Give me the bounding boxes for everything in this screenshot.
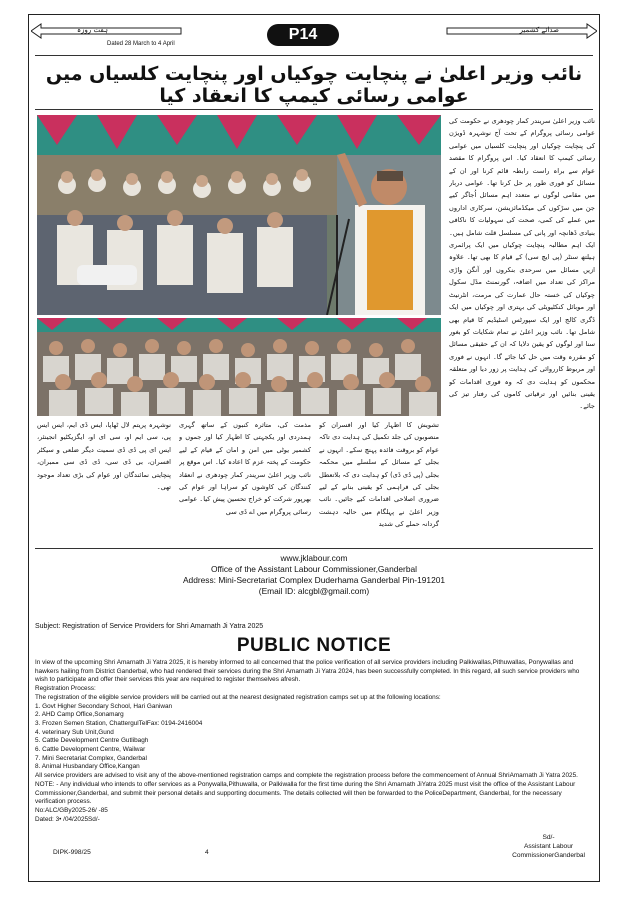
notice-note: NOTE: - Any individual who intends to offer services as a Ponywalla,Pithuwalla, or Palkiwalla for the first time during the Shri Amarnath JiYatra 2025 must visit the office of the Assistant Labour Commissioner,Ganderbal, and submit their personal details and supporting documents. The details collected will then be forwarded to the PoliceDepartment, Ganderbal, for the necessary verification process.	[35, 780, 576, 806]
article-headline: نائب وزیر اعلیٰ نے پنچایت چوکیاں اور پنچایت کلسیاں میں عوامی رسائی کیمپ کا انعقاد کیا	[45, 63, 583, 107]
article-column-3: مذمت کی، متاثرہ کنبوں کے ساتھ گہری ہمدردی اور یکجہتی کا اظہار کیا اور جموں و کشمیر یوٹی میں امن و امان کے قیام کے لیے حکومت کے پختہ عزم کا اعادہ کیا۔ اس موقع پر نائب وزیر اعلیٰ سریندر کمار چودھری نے انعقاد کنندگان کی کاوشوں کو سراہا اور عوام کی بھرپور شرکت کو خراج تحسین پیش کیا۔ عوامی رسائی پروگرام میں اے ڈی سی	[179, 421, 311, 516]
location-item: 5. Cattle Development Centre Gutlibagh	[35, 737, 149, 745]
notice-ref-no: No:ALC/GBy2025-26/ -85	[35, 806, 108, 814]
notice-address: Address: Mini-Secretariat Complex Duderhama Ganderbal Pin-191201	[182, 575, 446, 585]
page-header	[29, 15, 599, 53]
notice-process-text: The registration of the eligible service providers will be carried out at the nearest designated registration camps set up at the following locations:	[35, 693, 441, 701]
notice-email[interactable]: (Email ID: alcgbl@gmail.com)	[258, 586, 370, 596]
header-dated: Dated 28 March to 4 April	[107, 41, 175, 47]
location-item: 8. Animal Husbandary Office,Kangan	[35, 763, 140, 771]
notice-dipk-number: 4	[205, 849, 209, 856]
article-column-4: نوشہرہ پریتم لال ٹھاپا، ایس ڈی ایم، ایس ایس پی، سی ایم او، سی ای او، ایگزیکٹیو انجینئر، ایس ای پی ڈی ڈی سمیت دیگر ضلعی و سیکٹر افسران، بی ڈی سی، ڈی ڈی سی ممبران، پنچایتی نمائندگان اور عوام کی بڑی تعداد موجود تھی۔	[37, 421, 171, 492]
masthead-left: ہفت روزہ	[77, 26, 108, 34]
right-banner-arrow-icon	[437, 23, 597, 39]
article-photo-speaker	[37, 115, 441, 315]
location-item: 7. Mini Secretariat Complex, Ganderbal	[35, 754, 147, 762]
left-banner-arrow-icon	[31, 23, 191, 39]
signature-sd: Sd/-	[542, 834, 555, 841]
header-divider	[35, 55, 593, 56]
signature-line-1: Assistant Labour	[523, 843, 574, 850]
location-item: 1. Govt Higher Secondary School, Hari Ganiwan	[35, 702, 173, 710]
location-item: 2. AHD Camp Office,Sonamarg	[35, 711, 124, 719]
masthead-right: صدائے کشمیر	[519, 26, 559, 34]
article-column-1: نائب وزیر اعلیٰ سریندر کمار چودھری نے حکومت کی عوامی رسائی پروگرام کے تحت آج نوشہرہ ڈویژن کی پنچایت چوکیاں اور پنچایت کلسیاں میں عوامی رسائی کیمپ کا انعقاد کیا۔ اس پروگرام کا مقصد عوام سے براہ راست رابطہ قائم کرنا اور ان کے مسائل کو فوری طور پر حل کرنا تھا۔ عوامی دربار میں مقامی لوگوں نے متعدد اہم مسائل اُجاگر کیے جن میں سڑکوں کی میکڈمائزیشن، سرکاری اداروں میں عملے کی کمی، صحت کی سہولیات کا ناکافی بنیادی ڈھانچہ اور پانی کی مسلسل قلت شامل ہیں۔ ایک اہم مطالبہ پنچایت چوکیاں میں ایک پرائمری ہیلتھ سنٹر (پی ایچ سی) کے قیام کا بھی تھا۔ علاوہ ازیں مسائل میں سرحدی بنکروں اور آنگن واڑی مراکز کی تعداد میں اضافہ، گورنمنٹ مڈل سکول چوکیاں کی خستہ حال عمارت کی مرمت، انٹرنیٹ اور موبائل کنکٹیویٹی کی بہتری اور چوکیاں میں ایک ڈگری کالج اور ایک سپورٹس اسٹیڈیم کا قیام بھی شامل تھا۔ نائب وزیر اعلیٰ نے تمام شکایات کو بغور سنا اور لوگوں کو یقین دلایا کہ ان کے حقیقی مسائل کو مقررہ وقت میں حل کیا جائے گا۔ انہوں نے فوری اور مربوط کارروائی کی ہدایت پر زور دیا اور متعلقہ محکموں کو ہدایت دی کہ وہ فوری اقدامات کو یقینی بنائیں اور ترقیاتی کاموں کی رفتار تیز کی جائے۔	[449, 117, 595, 411]
photo-audience-image	[37, 318, 441, 416]
photo-speaker-image	[37, 115, 441, 315]
page-number-badge: P14	[267, 24, 339, 46]
newspaper-page	[28, 14, 600, 882]
notice-advice: All service providers are advised to visit any of the above-mentioned registration camps and complete the registration process before the commencement of Annual ShriAmarnath Ji Yatra 2025.	[35, 772, 578, 780]
notice-dipk: DIPK-998/25	[53, 849, 91, 856]
public-notice	[29, 549, 599, 859]
headline-divider	[35, 109, 593, 110]
notice-signature	[512, 833, 585, 860]
article-column-2: تشویش کا اظہار کیا اور افسران کو منصوبوں کی جلد تکمیل کی ہدایت دی تاکہ عوام کو بروقت فائدہ پہنچ سکے۔ انہوں نے بجلی کے مسائل کے سلسلے میں محکمہ بجلی (پی ڈی ڈی) کو ہدایت دی کہ بلاتعطل بجلی کی فراہمی کو یقینی بنانے کے لیے ضروری اصلاحی اقدامات کیے جائیں۔ نائب وزیر اعلیٰ نے پہلگام میں حالیہ دہشت گردانہ حملے کی شدید	[319, 421, 439, 529]
notice-intro: In view of the upcoming Shri Amarnath Ji Yatra 2025, it is hereby informed to all concerned that the police verification of all service providers including Palkiwallas,Pithuwallas, Ponywallas and hawkers hailing from District Ganderbal, who had rendered their services during the Shri Amarnath Ji Yatra 2024, has been successfully completed. In this regard, all such service providers who wish to participate and offer their services this year are required to register themselves afresh.	[35, 659, 580, 684]
location-item: 3. Frozen Semen Station, ChattergulTelFax: 0194-2416004	[35, 719, 203, 727]
signature-line-2: CommissionerGanderbal	[512, 852, 585, 859]
article-photo-audience	[37, 318, 441, 416]
notice-office: Office of the Assistant Labour Commissioner,Ganderbal	[210, 564, 418, 574]
notice-process-heading: Registration Process:	[35, 685, 96, 693]
notice-website[interactable]: www.jklabour.com	[280, 553, 348, 563]
notice-subject: Subject: Registration of Service Providers for Shri Amarnath Ji Yatra 2025	[35, 623, 264, 630]
notice-dated: Dated: 3• /04/2025Sd/-	[35, 815, 100, 823]
location-item: 4. veterinary Sub Unit,Gund	[35, 728, 114, 736]
notice-title: PUBLIC NOTICE	[236, 635, 392, 656]
location-item: 6. Cattle Development Centre, Wailwar	[35, 746, 146, 754]
notice-body	[35, 659, 593, 824]
